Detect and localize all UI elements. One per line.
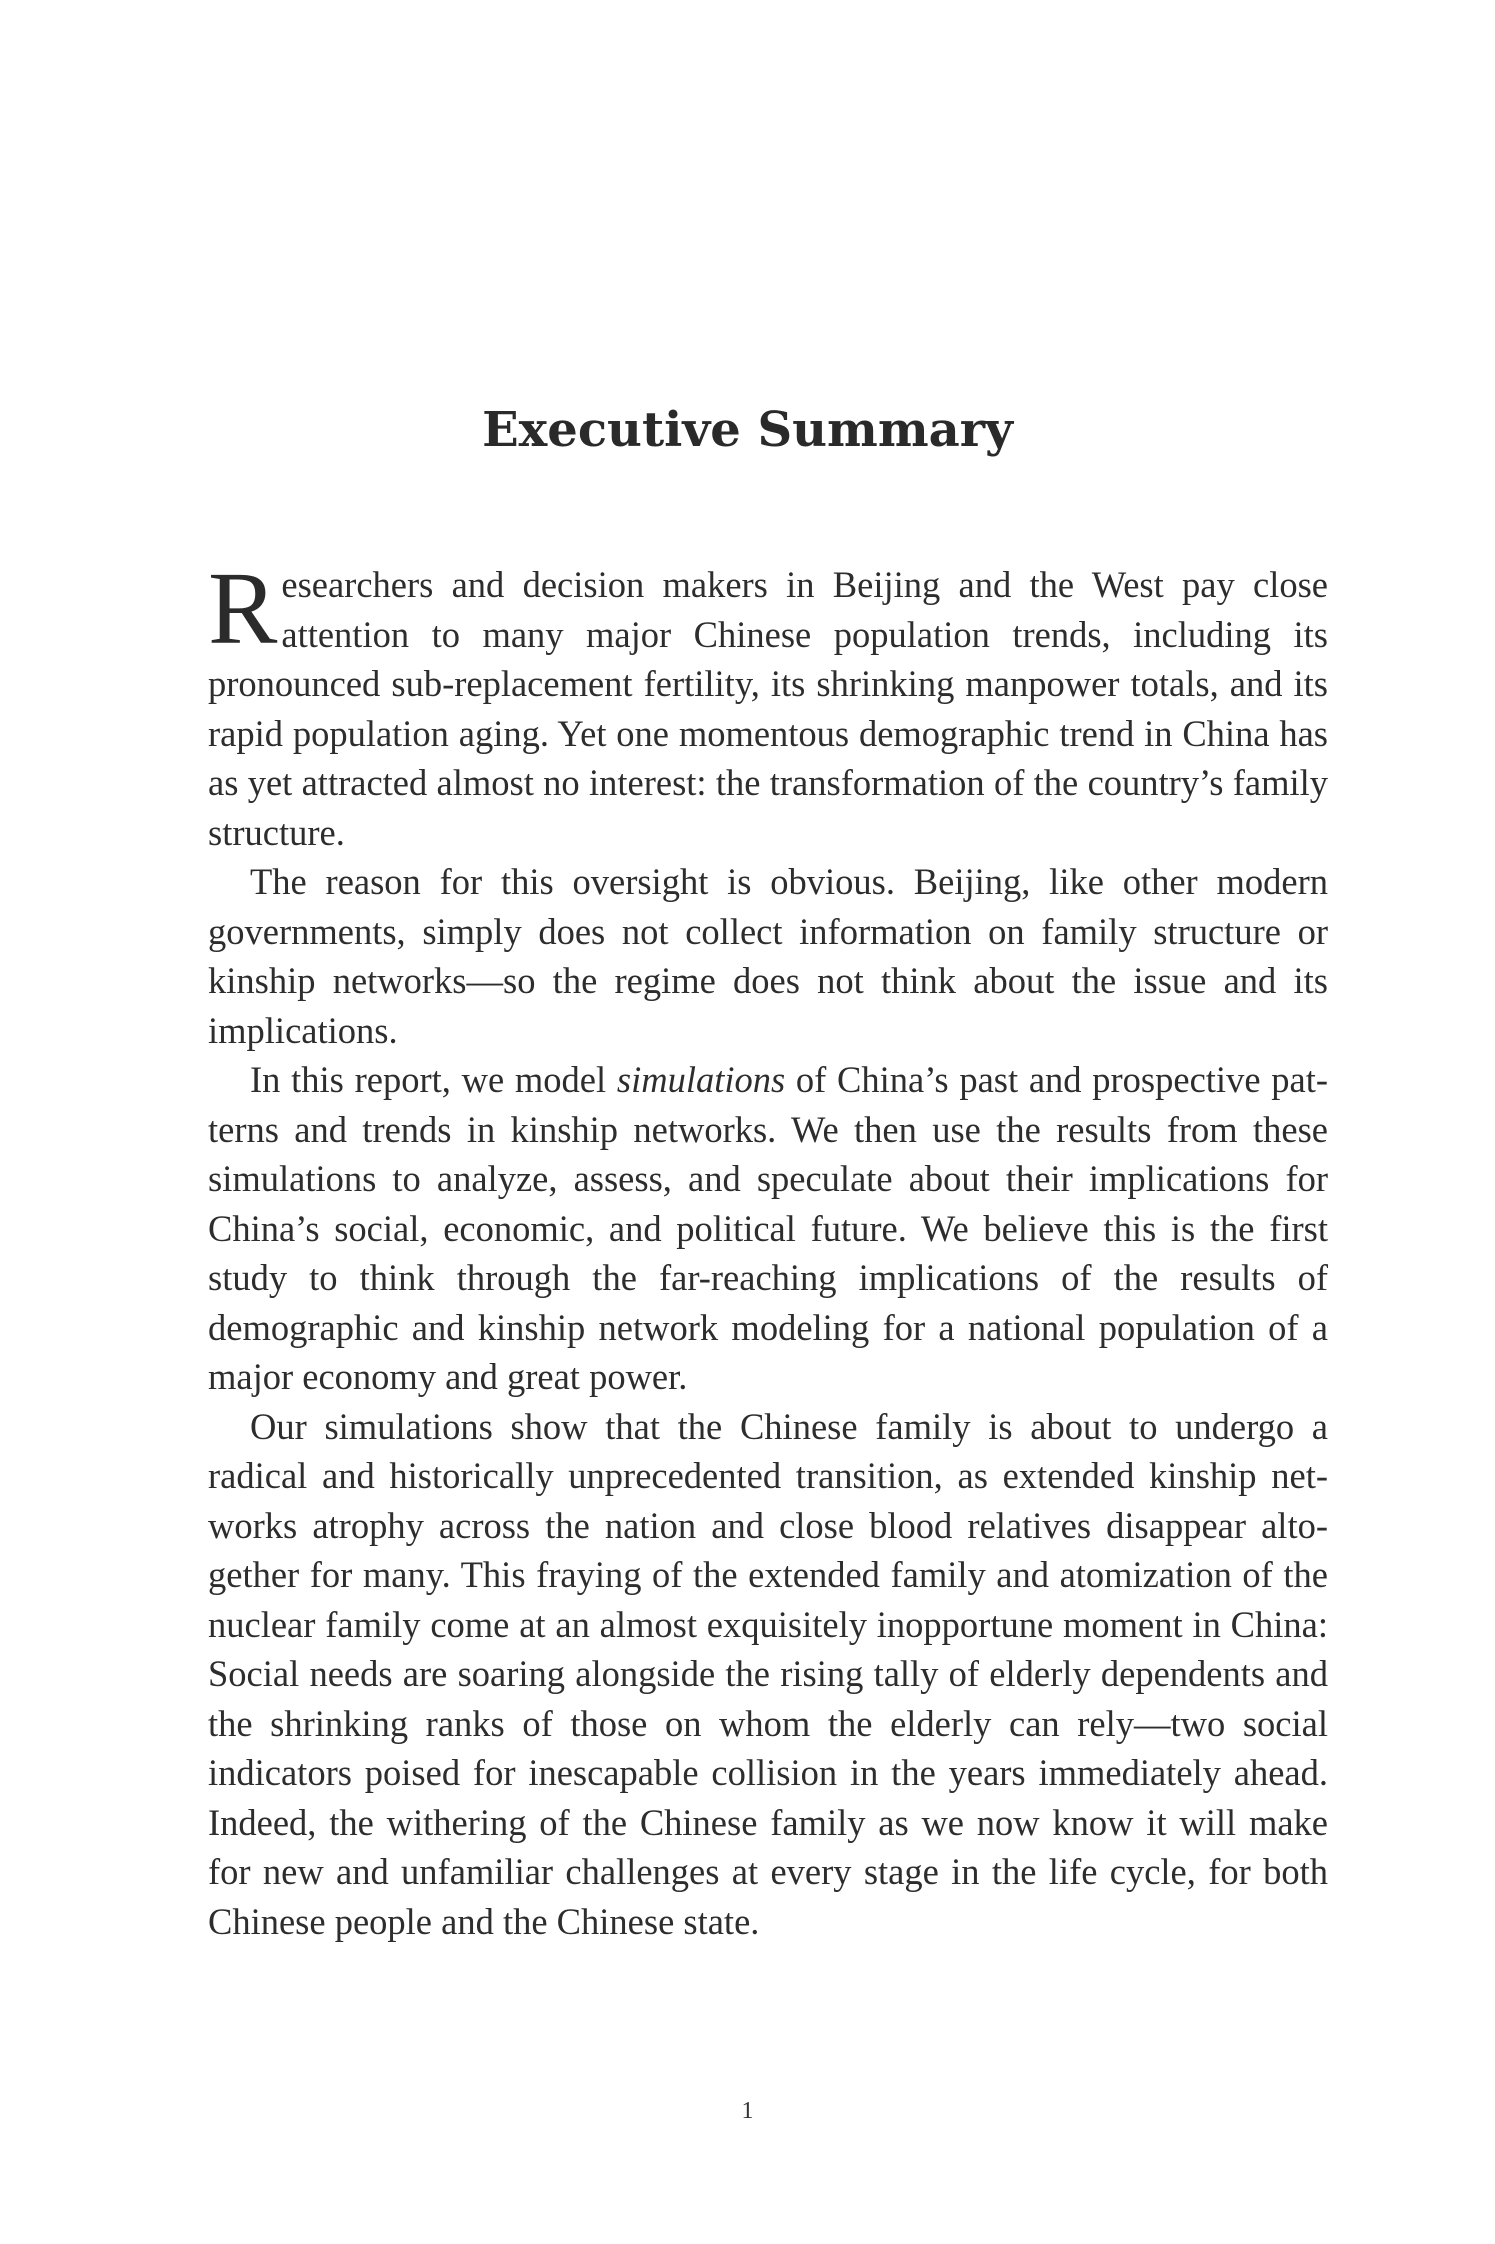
paragraph-3-text-before: In this report, we model [250, 1059, 617, 1100]
paragraph-4: Our simulations show that the Chinese family is about to undergo a radical and historically unprecedented transition, as extended kinship networks atrophy across the nation and close blood relatives disappear altogether for many. This fraying of the extended family and atomization of the nuclear family come at an almost exquisitely inopportune moment in China: Social needs are soaring alongside the rising tally of elderly dependents and the shrinking ranks of those on whom the elderly can rely—two social indicators poised for inescapable collision in the years immediately ahead. Indeed, the withering of the Chinese family as we now know it will make for new and unfamiliar challenges at every stage in the life cycle, for both Chinese people and the Chinese state. [208, 1405, 1328, 1942]
page-number: 1 [741, 2098, 754, 2124]
page-title: Executive Summary [482, 402, 1013, 458]
paragraph-3-text-after: of China’s past and prospective patterns and trends in kinship networks. We then use the results from these simulations to analyze, assess, and speculate about their implications for China’s social, economic, and political future. We believe this is the first study to think through the far-reaching implications of the results of demographic and kinship network modeling for a national population of a major economy and great power. [208, 1059, 1328, 1397]
paragraph-1-text: esearchers and decision makers in Beijing and the West pay close attention to many major Chinese population trends, including its pronounced sub-replacement fertility, its shrinking manpower totals, and its rapid population aging. Yet one momentous demographic trend in China has as yet attracted almost no interest: the transformation of the country’s family structure. [208, 564, 1328, 853]
body-text [208, 551, 1328, 1946]
paragraph-2: The reason for this oversight is obvious. Beijing, like other modern governments, simply does not collect information on family structure or kinship networks—so the regime does not think about the issue and its implications. [208, 861, 1328, 1051]
paragraph-1 [208, 551, 1328, 857]
paragraph-3-emphasis: simulations [616, 1059, 786, 1100]
paragraph-3 [208, 1055, 1328, 1402]
drop-cap: R [208, 551, 278, 666]
